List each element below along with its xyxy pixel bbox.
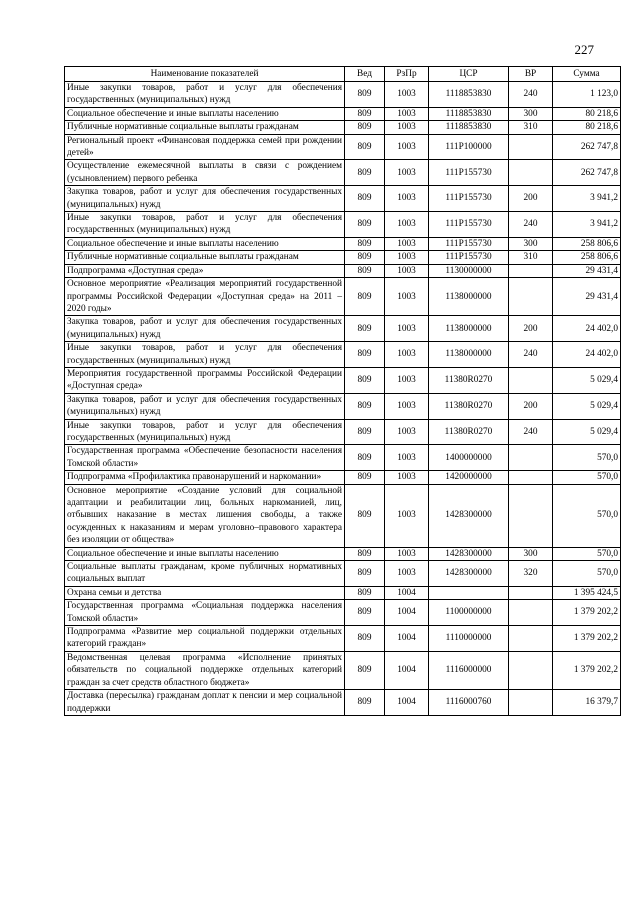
cell-csr: 1116000760: [429, 690, 509, 716]
cell-sum: 5 029,4: [553, 367, 621, 393]
column-header-ved: Вед: [345, 67, 385, 82]
cell-sum: 1 395 424,5: [553, 586, 621, 599]
cell-csr: 111P155730: [429, 186, 509, 212]
cell-sum: 24 402,0: [553, 316, 621, 342]
cell-rzpr: 1003: [385, 251, 429, 264]
table-row: [65, 547, 621, 560]
cell-rzpr: 1003: [385, 160, 429, 186]
cell-csr: 1110000000: [429, 626, 509, 652]
column-header-name: Наименование показателей: [65, 67, 345, 82]
cell-csr: 111P155730: [429, 251, 509, 264]
cell-sum: 1 379 202,2: [553, 600, 621, 626]
cell-name: Охрана семьи и детства: [65, 586, 345, 599]
cell-rzpr: 1003: [385, 561, 429, 587]
cell-csr: 1100000000: [429, 600, 509, 626]
column-header-csr: ЦСР: [429, 67, 509, 82]
cell-vr: 240: [509, 212, 553, 238]
cell-name: Мероприятия государственной программы Российской Федерации «Доступная среда»: [65, 367, 345, 393]
table-row: [65, 367, 621, 393]
table-row: [65, 82, 621, 108]
table-row: [65, 186, 621, 212]
table-row: [65, 342, 621, 368]
cell-name: Подпрограмма «Доступная среда»: [65, 264, 345, 277]
cell-vr: 200: [509, 316, 553, 342]
cell-csr: [429, 586, 509, 599]
cell-sum: 258 806,6: [553, 251, 621, 264]
budget-table: [64, 66, 621, 716]
cell-name: Подпрограмма «Развитие мер социальной поддержки отдельных категорий граждан»: [65, 626, 345, 652]
cell-rzpr: 1003: [385, 393, 429, 419]
cell-ved: 809: [345, 121, 385, 134]
cell-csr: 11380R0270: [429, 419, 509, 445]
table-row: [65, 212, 621, 238]
cell-vr: [509, 264, 553, 277]
column-header-sum: Сумма: [553, 67, 621, 82]
cell-ved: 809: [345, 237, 385, 250]
cell-rzpr: 1003: [385, 316, 429, 342]
cell-vr: [509, 651, 553, 689]
cell-sum: 258 806,6: [553, 237, 621, 250]
cell-ved: 809: [345, 547, 385, 560]
cell-name: Доставка (пересылка) гражданам доплат к пенсии и мер социальной поддержки: [65, 690, 345, 716]
cell-ved: 809: [345, 651, 385, 689]
cell-rzpr: 1003: [385, 367, 429, 393]
cell-sum: 3 941,2: [553, 212, 621, 238]
cell-ved: 809: [345, 186, 385, 212]
cell-csr: 1118853830: [429, 121, 509, 134]
cell-rzpr: 1003: [385, 484, 429, 547]
cell-name: Социальные выплаты гражданам, кроме публичных нормативных социальных выплат: [65, 561, 345, 587]
table-row: [65, 651, 621, 689]
cell-ved: 809: [345, 419, 385, 445]
cell-name: Иные закупки товаров, работ и услуг для обеспечения государственных (муниципальных) нужд: [65, 212, 345, 238]
cell-sum: 5 029,4: [553, 393, 621, 419]
cell-name: Государственная программа «Обеспечение безопасности населения Томской области»: [65, 445, 345, 471]
cell-vr: [509, 367, 553, 393]
cell-sum: 80 218,6: [553, 107, 621, 120]
cell-csr: 1400000000: [429, 445, 509, 471]
cell-rzpr: 1003: [385, 134, 429, 160]
cell-sum: 262 747,8: [553, 134, 621, 160]
cell-ved: 809: [345, 586, 385, 599]
cell-ved: 809: [345, 134, 385, 160]
cell-csr: 111P100000: [429, 134, 509, 160]
cell-name: Социальное обеспечение и иные выплаты населению: [65, 107, 345, 120]
cell-csr: 1428300000: [429, 484, 509, 547]
table-body: [65, 82, 621, 716]
cell-csr: 11380R0270: [429, 367, 509, 393]
table-row: [65, 690, 621, 716]
table-row: [65, 237, 621, 250]
cell-csr: 1138000000: [429, 278, 509, 316]
cell-rzpr: 1004: [385, 651, 429, 689]
cell-name: Иные закупки товаров, работ и услуг для обеспечения государственных (муниципальных) нужд: [65, 342, 345, 368]
cell-csr: 1116000000: [429, 651, 509, 689]
table-row: [65, 419, 621, 445]
cell-name: Осуществление ежемесячной выплаты в связи с рождением (усыновлением) первого ребенка: [65, 160, 345, 186]
cell-vr: 200: [509, 393, 553, 419]
cell-rzpr: 1003: [385, 121, 429, 134]
cell-name: Подпрограмма «Профилактика правонарушений и наркомании»: [65, 471, 345, 484]
cell-csr: 1130000000: [429, 264, 509, 277]
cell-vr: 240: [509, 419, 553, 445]
cell-vr: 300: [509, 237, 553, 250]
cell-sum: 570,0: [553, 484, 621, 547]
cell-ved: 809: [345, 264, 385, 277]
cell-vr: [509, 484, 553, 547]
cell-ved: 809: [345, 445, 385, 471]
cell-name: Закупка товаров, работ и услуг для обеспечения государственных (муниципальных) нужд: [65, 186, 345, 212]
column-header-rzpr: РзПр: [385, 67, 429, 82]
cell-rzpr: 1003: [385, 342, 429, 368]
cell-ved: 809: [345, 393, 385, 419]
cell-vr: [509, 586, 553, 599]
cell-sum: 29 431,4: [553, 278, 621, 316]
cell-sum: 5 029,4: [553, 419, 621, 445]
cell-rzpr: 1003: [385, 264, 429, 277]
cell-ved: 809: [345, 278, 385, 316]
table-row: [65, 393, 621, 419]
cell-rzpr: 1004: [385, 690, 429, 716]
cell-sum: 262 747,8: [553, 160, 621, 186]
table-row: [65, 316, 621, 342]
cell-name: Закупка товаров, работ и услуг для обеспечения государственных (муниципальных) нужд: [65, 393, 345, 419]
cell-ved: 809: [345, 212, 385, 238]
cell-ved: 809: [345, 600, 385, 626]
cell-name: Иные закупки товаров, работ и услуг для обеспечения государственных (муниципальных) нужд: [65, 419, 345, 445]
cell-vr: 310: [509, 251, 553, 264]
cell-sum: 570,0: [553, 561, 621, 587]
table-row: [65, 586, 621, 599]
cell-csr: 1118853830: [429, 107, 509, 120]
cell-vr: 240: [509, 342, 553, 368]
table-row: [65, 600, 621, 626]
cell-vr: 320: [509, 561, 553, 587]
cell-name: Иные закупки товаров, работ и услуг для обеспечения государственных (муниципальных) нужд: [65, 82, 345, 108]
cell-csr: 1138000000: [429, 316, 509, 342]
cell-ved: 809: [345, 561, 385, 587]
table-row: [65, 134, 621, 160]
table-row: [65, 264, 621, 277]
cell-rzpr: 1003: [385, 212, 429, 238]
cell-sum: 29 431,4: [553, 264, 621, 277]
cell-sum: 16 379,7: [553, 690, 621, 716]
table-row: [65, 278, 621, 316]
cell-rzpr: 1003: [385, 107, 429, 120]
table-row: [65, 107, 621, 120]
cell-rzpr: 1003: [385, 419, 429, 445]
table-row: [65, 121, 621, 134]
cell-sum: 1 379 202,2: [553, 651, 621, 689]
table-row: [65, 471, 621, 484]
cell-ved: 809: [345, 471, 385, 484]
cell-vr: [509, 471, 553, 484]
cell-ved: 809: [345, 342, 385, 368]
cell-csr: 111P155730: [429, 237, 509, 250]
cell-ved: 809: [345, 690, 385, 716]
cell-sum: 1 379 202,2: [553, 626, 621, 652]
cell-ved: 809: [345, 107, 385, 120]
cell-rzpr: 1003: [385, 445, 429, 471]
cell-csr: 1420000000: [429, 471, 509, 484]
cell-name: Основное мероприятие «Создание условий для социальной адаптации и реабилитации лиц, больных наркоманией, лиц, отбывших наказание в местах лишения свободы, а также осужденных к наказаниям и мерам уголовно–правового характера без изоляции от общества»: [65, 484, 345, 547]
cell-sum: 570,0: [553, 471, 621, 484]
cell-name: Региональный проект «Финансовая поддержка семей при рождении детей»: [65, 134, 345, 160]
table-row: [65, 561, 621, 587]
cell-sum: 570,0: [553, 547, 621, 560]
cell-vr: 200: [509, 186, 553, 212]
cell-csr: 1138000000: [429, 342, 509, 368]
cell-csr: 1118853830: [429, 82, 509, 108]
cell-name: Основное мероприятие «Реализация мероприятий государственной программы Российской Федерации «Доступная среда» на 2011 – 2020 годы»: [65, 278, 345, 316]
cell-csr: 1428300000: [429, 547, 509, 560]
cell-vr: 300: [509, 547, 553, 560]
cell-csr: 111P155730: [429, 160, 509, 186]
cell-name: Социальное обеспечение и иные выплаты населению: [65, 237, 345, 250]
cell-csr: 111P155730: [429, 212, 509, 238]
table-header-row: [65, 67, 621, 82]
cell-vr: 300: [509, 107, 553, 120]
cell-sum: 3 941,2: [553, 186, 621, 212]
cell-vr: [509, 160, 553, 186]
cell-ved: 809: [345, 367, 385, 393]
cell-vr: [509, 690, 553, 716]
table-row: [65, 251, 621, 264]
cell-vr: [509, 600, 553, 626]
table-row: [65, 445, 621, 471]
cell-ved: 809: [345, 160, 385, 186]
cell-vr: [509, 626, 553, 652]
cell-vr: [509, 445, 553, 471]
cell-rzpr: 1003: [385, 237, 429, 250]
cell-vr: 310: [509, 121, 553, 134]
cell-rzpr: 1004: [385, 586, 429, 599]
cell-name: Ведомственная целевая программа «Исполнение принятых обязательств по социальной поддержке отдельных категорий граждан за счет средств областного бюджета»: [65, 651, 345, 689]
cell-vr: [509, 278, 553, 316]
cell-rzpr: 1004: [385, 626, 429, 652]
page-number: 227: [574, 42, 594, 57]
cell-name: Публичные нормативные социальные выплаты гражданам: [65, 121, 345, 134]
table-row: [65, 484, 621, 547]
cell-rzpr: 1003: [385, 471, 429, 484]
column-header-vr: ВР: [509, 67, 553, 82]
table-row: [65, 160, 621, 186]
cell-rzpr: 1003: [385, 186, 429, 212]
cell-sum: 80 218,6: [553, 121, 621, 134]
cell-name: Социальное обеспечение и иные выплаты населению: [65, 547, 345, 560]
cell-ved: 809: [345, 484, 385, 547]
table-row: [65, 626, 621, 652]
cell-vr: 240: [509, 82, 553, 108]
cell-vr: [509, 134, 553, 160]
cell-name: Государственная программа «Социальная поддержка населения Томской области»: [65, 600, 345, 626]
cell-ved: 809: [345, 251, 385, 264]
cell-rzpr: 1004: [385, 600, 429, 626]
cell-sum: 570,0: [553, 445, 621, 471]
cell-csr: 1428300000: [429, 561, 509, 587]
cell-csr: 11380R0270: [429, 393, 509, 419]
cell-rzpr: 1003: [385, 82, 429, 108]
cell-name: Закупка товаров, работ и услуг для обеспечения государственных (муниципальных) нужд: [65, 316, 345, 342]
cell-sum: 1 123,0: [553, 82, 621, 108]
cell-sum: 24 402,0: [553, 342, 621, 368]
cell-ved: 809: [345, 626, 385, 652]
cell-ved: 809: [345, 82, 385, 108]
cell-name: Публичные нормативные социальные выплаты гражданам: [65, 251, 345, 264]
cell-rzpr: 1003: [385, 547, 429, 560]
cell-ved: 809: [345, 316, 385, 342]
cell-rzpr: 1003: [385, 278, 429, 316]
